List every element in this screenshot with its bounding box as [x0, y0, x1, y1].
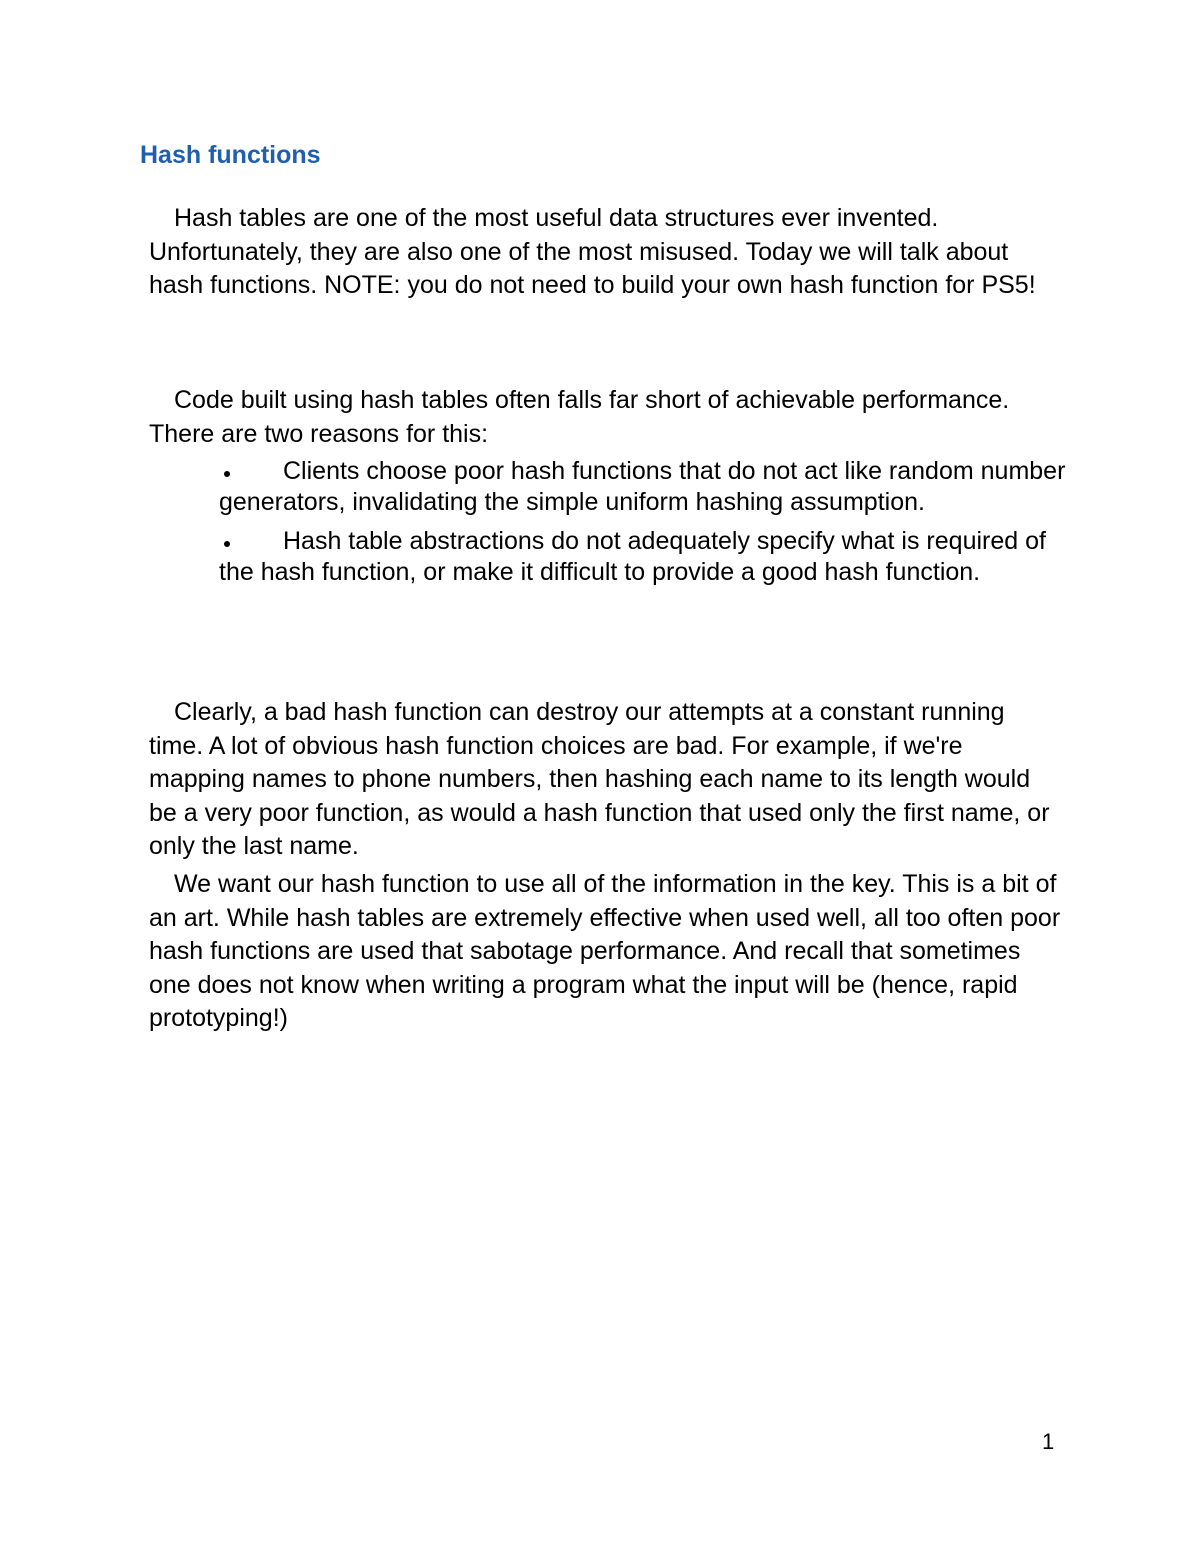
paragraph-reasons: Code built using hash tables often falls far short of achievable performance. There are two reasons for this: [149, 386, 1010, 448]
list-item-text: Clients choose poor hash functions that do not act like random number generators, invalidating the simple uniform hashing assumption. [219, 457, 1066, 516]
paragraph-intro: Hash tables are one of the most useful data structures ever invented. Unfortunately, they are also one of the most misused. Today we will talk about hash functions. NOTE: you do not need to build your own hash function for PS5! [149, 204, 1036, 299]
list-item-text: Hash table abstractions do not adequately specify what is required of the hash function, or make it difficult to provide a good hash function. [219, 527, 1046, 586]
paragraph-use-all-info: We want our hash function to use all of the information in the key. This is a bit of an art. While hash tables are extremely effective when used well, all too often poor hash functions are used that sabotage performance. And recall that sometimes one does not know when writing a program what the input will be (hence, rapid prototyping!) [149, 870, 1061, 1032]
reasons-list [219, 456, 1069, 596]
section-heading: Hash functions [140, 141, 321, 169]
list-item [219, 526, 1069, 588]
paragraph-bad-hash: Clearly, a bad hash function can destroy our attempts at a constant running time. A lot of obvious hash function choices are bad. For example, if we're mapping names to phone numbers, then hashing each name to its length would be a very poor function, as would a hash function that used only the first name, or only the last name. [149, 698, 1050, 860]
list-item [219, 456, 1069, 518]
page-number: 1 [1042, 1429, 1055, 1454]
